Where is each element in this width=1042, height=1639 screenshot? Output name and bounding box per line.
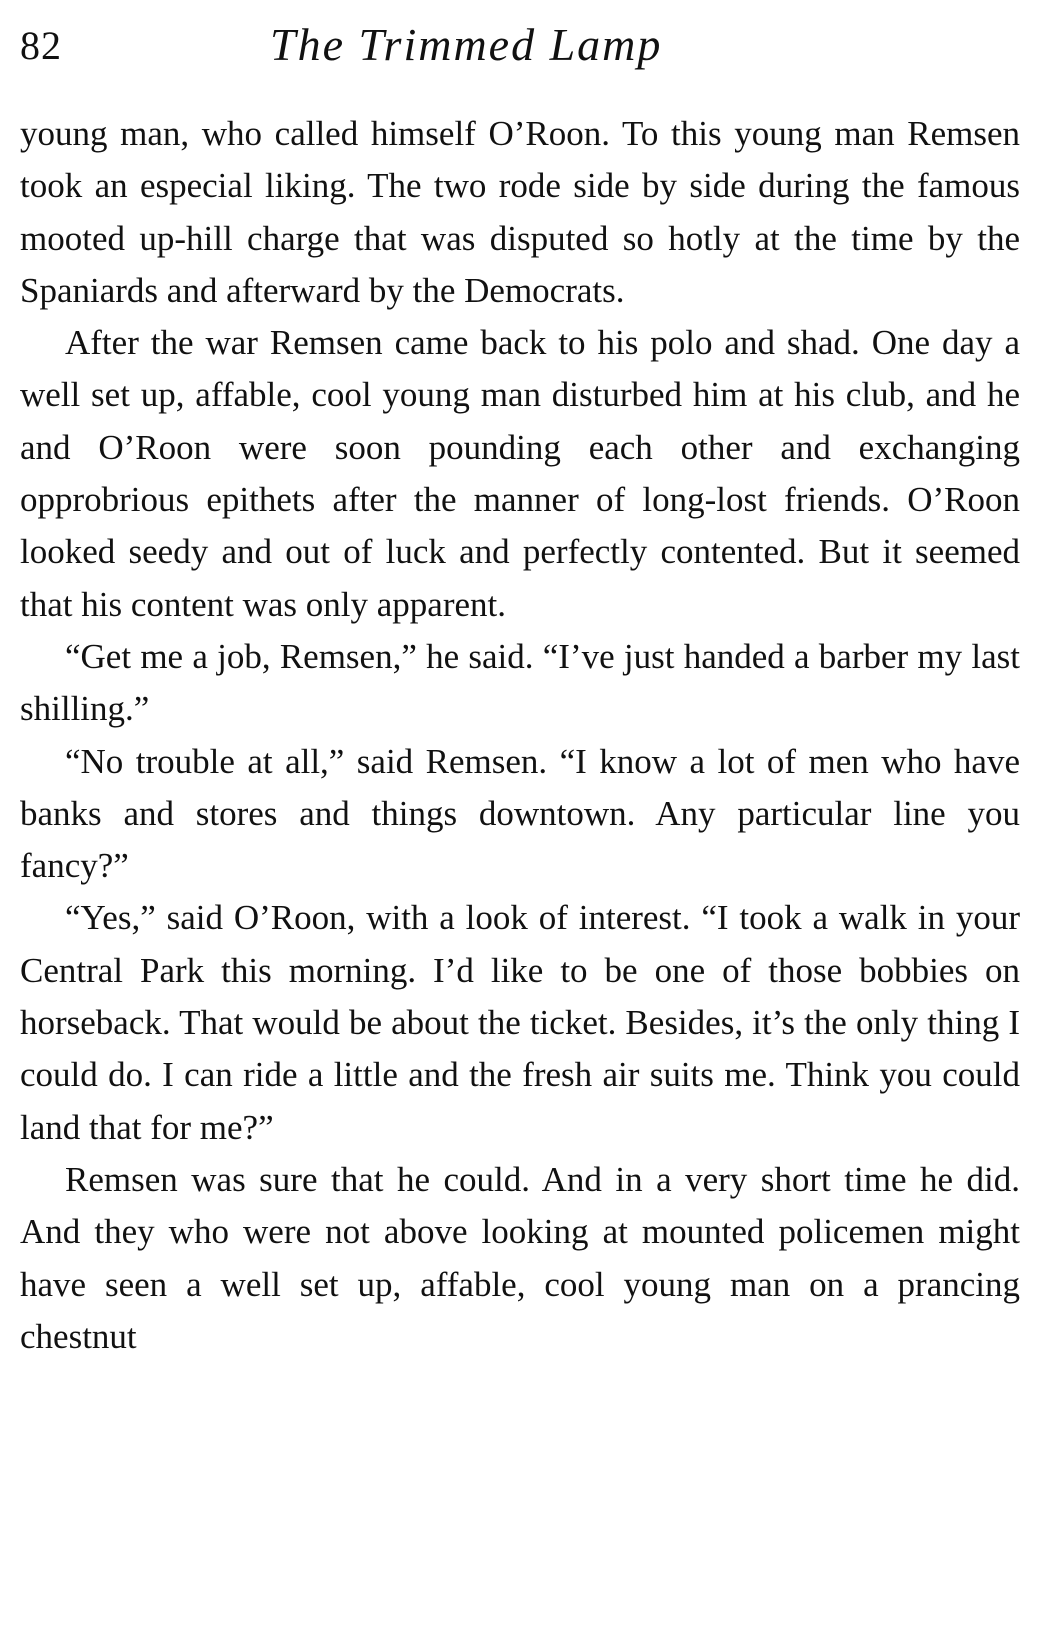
paragraph-get-me-a-job: “Get me a job, Remsen,” he said. “I’ve just handed a barber my last shilling.” [20, 636, 1020, 729]
paragraph-remsen-was-sure: Remsen was sure that he could. And in a very short time he did. And they who were not above looking at mounted policemen might have seen a well set up, affable, cool young man on a prancing chestnut [20, 1159, 1020, 1356]
page [20, 14, 1020, 1356]
running-title: The Trimmed Lamp [270, 19, 663, 70]
paragraph-after-the-war: After the war Remsen came back to his polo and shad. One day a well set up, affable, cool young man disturbed him at his club, and he and O’Roon were soon pounding each other and exchanging opprobrious epithets after the manner of long-lost friends. O’Roon looked seedy and out of luck and perfectly contented. But it seemed that his content was only apparent. [20, 323, 1020, 624]
paragraph-yes-said-oroon: “Yes,” said O’Roon, with a look of interest. “I took a walk in your Central Park this morning. I’d like to be one of those bobbies on horseback. That would be about the ticket. Besides, it’s the only thing I could do. I can ride a little and the fresh air suits me. Think you could land that for me?” [20, 898, 1020, 1147]
body-text [20, 108, 1020, 1363]
paragraph-no-trouble: “No trouble at all,” said Remsen. “I know a lot of men who have banks and stores and things downtown. Any particular line you fancy?” [20, 741, 1020, 886]
running-header [20, 14, 1020, 80]
page-number: 82 [20, 23, 62, 68]
paragraph-continuation: young man, who called himself O’Roon. To this young man Remsen took an especial liking. The two rode side by side during the famous mooted up-hill charge that was disputed so hotly at the time by the Spaniards and afterward by the Democrats. [20, 114, 1020, 310]
